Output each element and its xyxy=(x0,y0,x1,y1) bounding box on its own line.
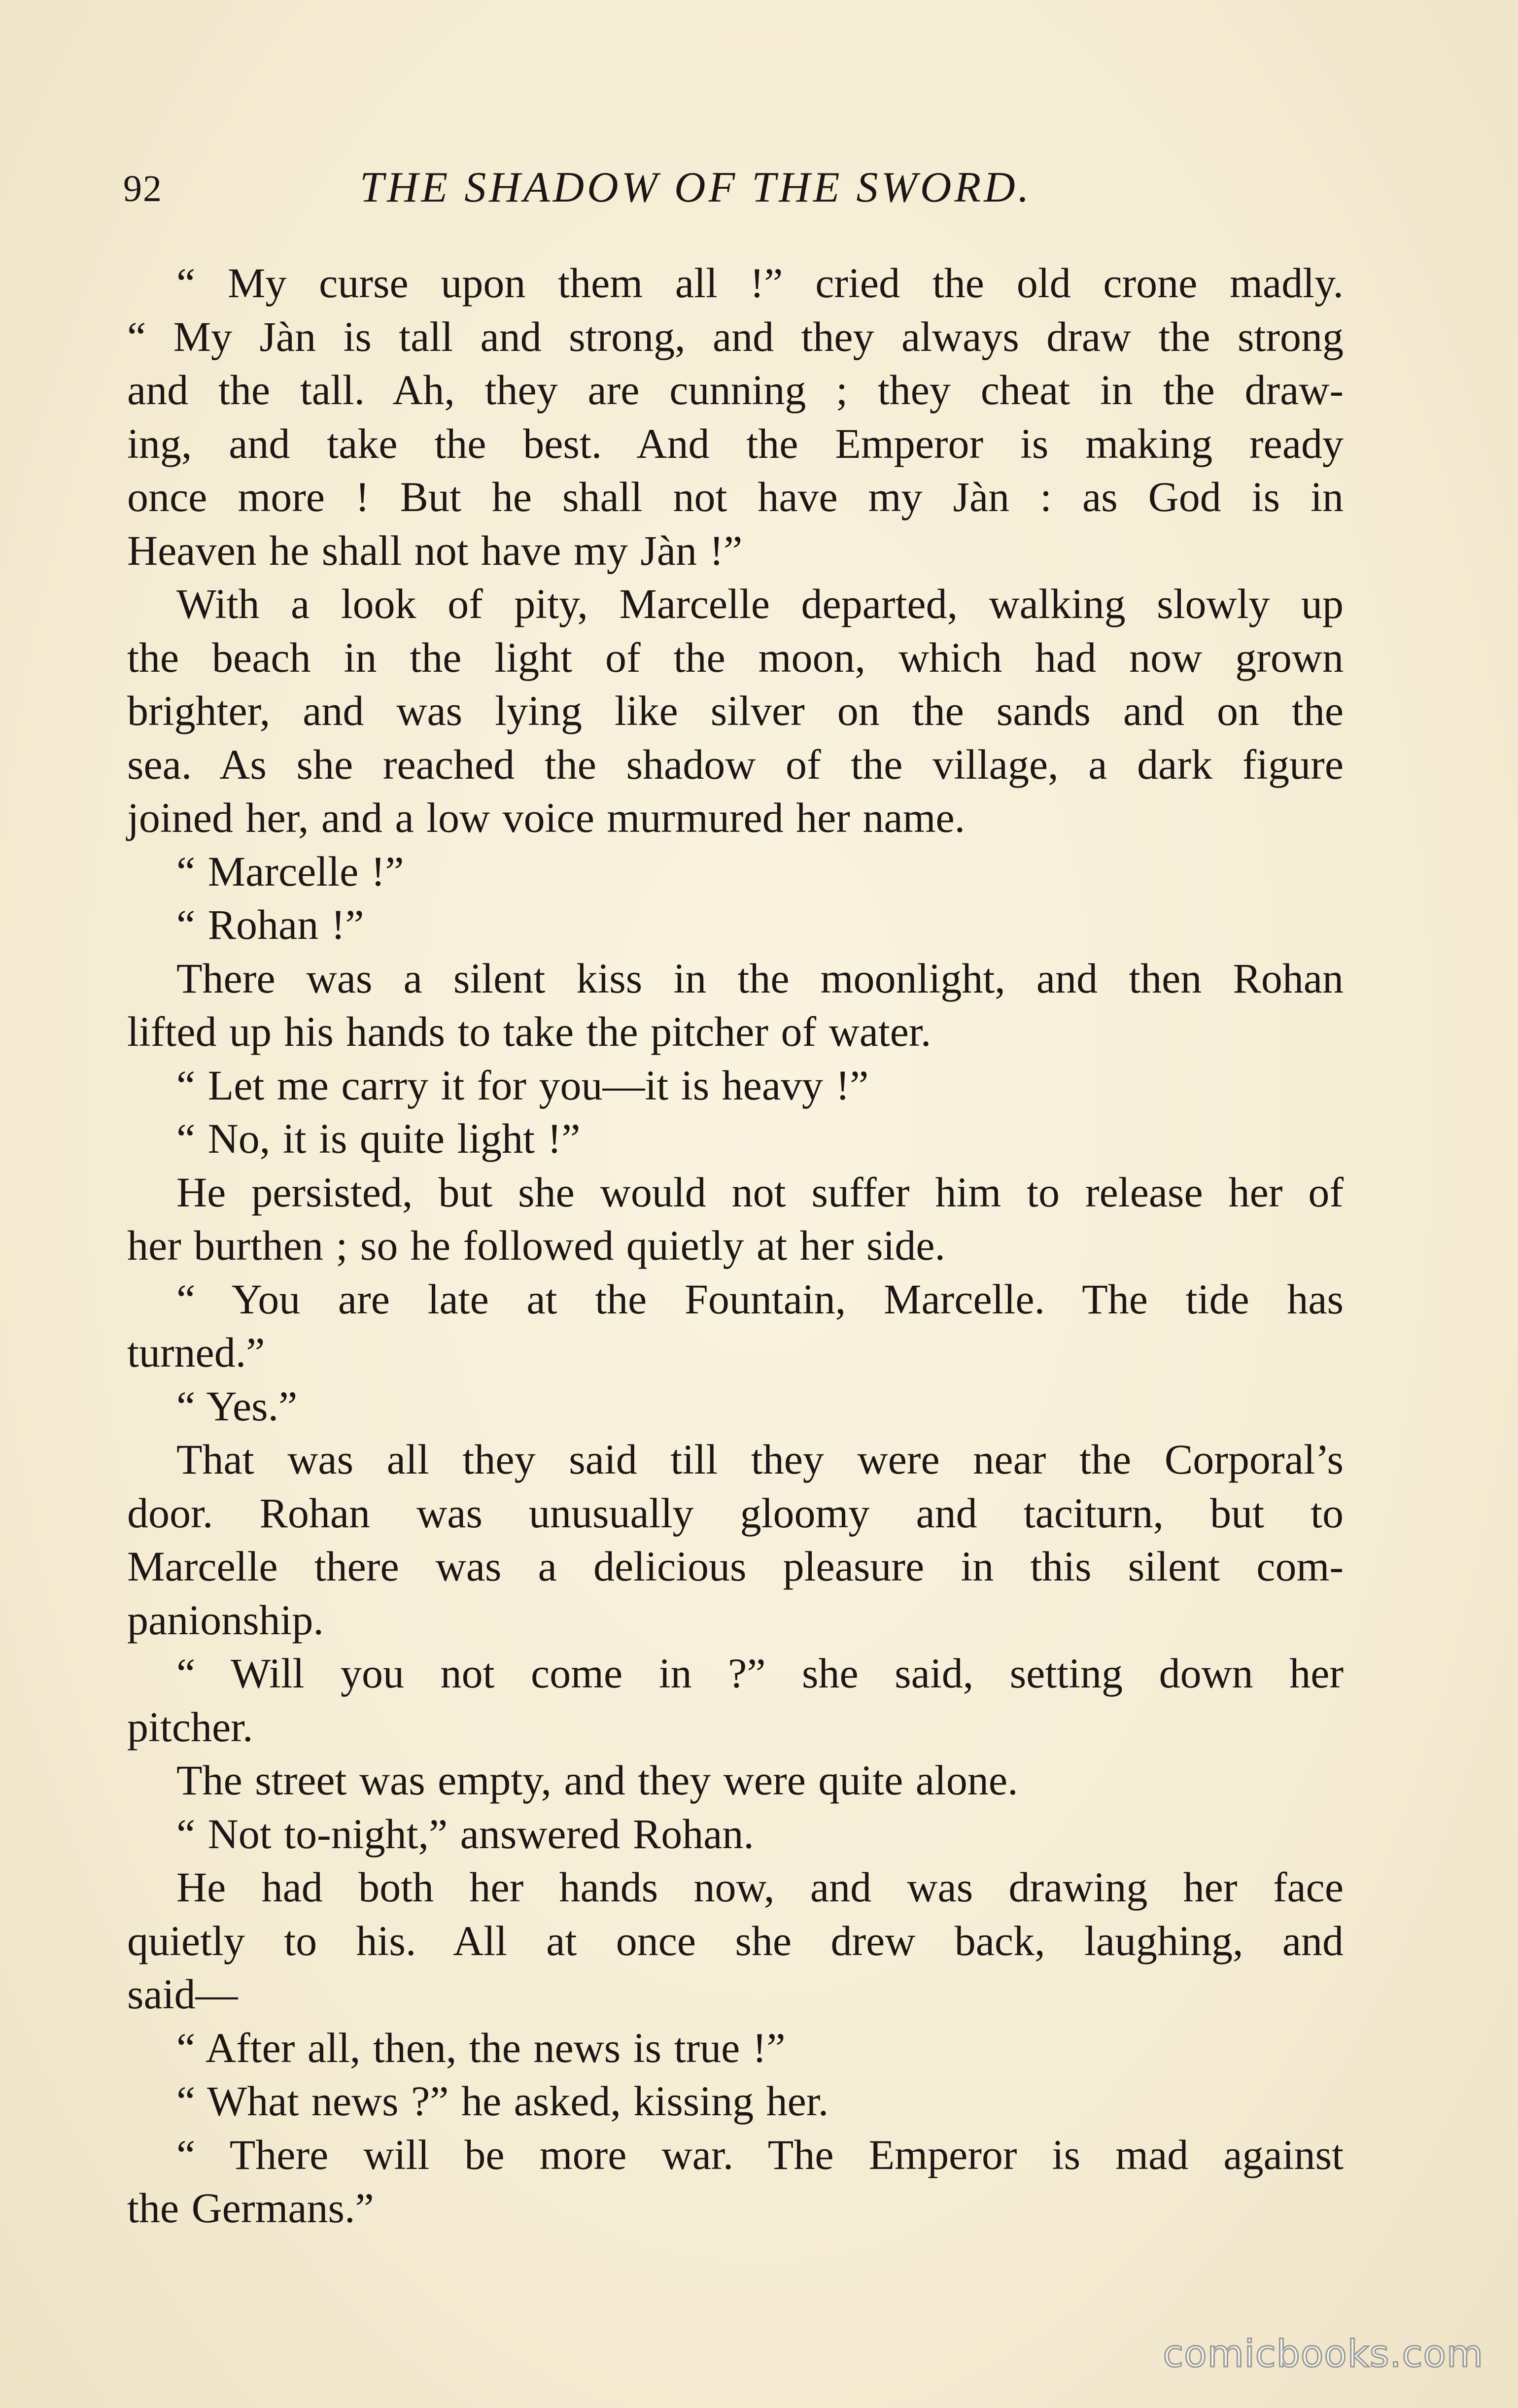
text-line: “ Will you not come in ?” she said, setting down her xyxy=(176,1650,1344,1697)
text-line: “ My Jàn is tall and strong, and they always draw the strong xyxy=(127,312,1344,360)
running-head xyxy=(123,157,1341,216)
text-line: panionship. xyxy=(127,1596,324,1644)
text-line: and the tall. Ah, they are cunning ; they cheat in the draw- xyxy=(127,366,1344,413)
text-line: said— xyxy=(127,1970,238,2018)
text-line: “ There will be more war. The Emperor is mad against xyxy=(176,2131,1344,2178)
page-number: 92 xyxy=(123,168,163,209)
text-line: joined her, and a low voice murmured her name. xyxy=(127,794,966,841)
text-line: ing, and take the best. And the Emperor is making ready xyxy=(127,419,1344,467)
text-line: “ Yes.” xyxy=(176,1382,298,1430)
text-line: quietly to his. All at once she drew back, laughing, and xyxy=(127,1917,1344,1964)
text-line: “ My curse upon them all !” cried the old crone madly. xyxy=(176,259,1344,307)
text-line: the beach in the light of the moon, which had now grown xyxy=(127,633,1344,681)
text-line: With a look of pity, Marcelle departed, walking slowly up xyxy=(176,580,1344,627)
text-line: door. Rohan was unusually gloomy and taciturn, but to xyxy=(127,1489,1344,1537)
text-line: “ Marcelle !” xyxy=(176,847,404,895)
text-line: brighter, and was lying like silver on the sands and on the xyxy=(127,687,1344,734)
text-line: “ No, it is quite light !” xyxy=(176,1115,581,1162)
body-text xyxy=(127,256,1344,2235)
text-line: her burthen ; so he followed quietly at her side. xyxy=(127,1222,946,1269)
text-line: “ What news ?” he asked, kissing her. xyxy=(176,2077,829,2125)
text-line: “ You are late at the Fountain, Marcelle. The tide has xyxy=(176,1275,1344,1323)
text-line: The street was empty, and they were quite alone. xyxy=(176,1756,1018,1804)
text-line: Marcelle there was a delicious pleasure in this silent com- xyxy=(127,1543,1344,1590)
text-line: “ Not to-night,” answered Rohan. xyxy=(176,1810,754,1858)
text-line: “ Rohan !” xyxy=(176,901,364,948)
text-line: pitcher. xyxy=(127,1703,253,1751)
text-line: That was all they said till they were near the Corporal’s xyxy=(176,1436,1344,1483)
text-line: “ Let me carry it for you—it is heavy !” xyxy=(176,1061,869,1109)
text-line: He had both her hands now, and was drawing her face xyxy=(176,1863,1344,1911)
text-line: once more ! But he shall not have my Jàn : as God is in xyxy=(127,473,1344,520)
text-line: the Germans.” xyxy=(127,2184,374,2232)
watermark-logo: comicbooks.com xyxy=(1163,2332,1484,2375)
text-line: sea. As she reached the shadow of the village, a dark figure xyxy=(127,740,1344,788)
text-line: lifted up his hands to take the pitcher of water. xyxy=(127,1008,932,1055)
text-line: turned.” xyxy=(127,1329,265,1376)
text-line: Heaven he shall not have my Jàn !” xyxy=(127,526,743,574)
text-line: “ After all, then, the news is true !” xyxy=(176,2024,786,2071)
running-title: THE SHADOW OF THE SWORD. xyxy=(360,164,1032,211)
text-line: There was a silent kiss in the moonlight, and then Rohan xyxy=(176,954,1344,1002)
text-line: He persisted, but she would not suffer him to release her of xyxy=(176,1168,1344,1216)
